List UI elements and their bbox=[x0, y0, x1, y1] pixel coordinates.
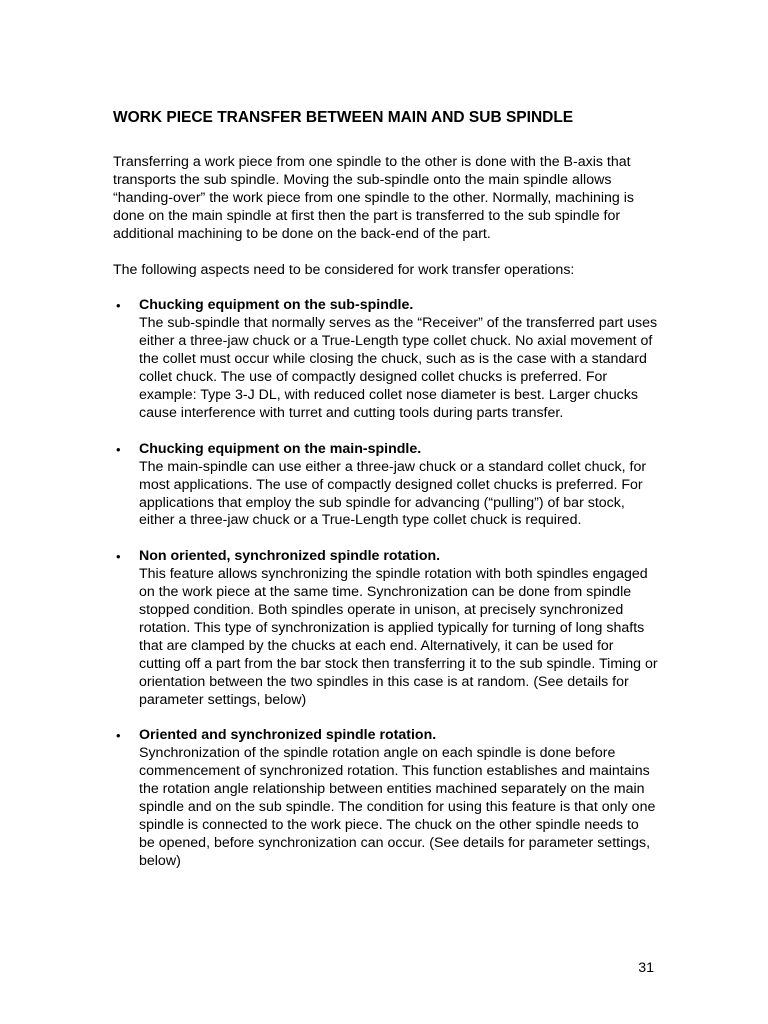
list-item-heading: Chucking equipment on the sub-spindle. bbox=[139, 297, 414, 314]
bullet-icon: • bbox=[116, 441, 121, 457]
list-item bbox=[113, 441, 658, 531]
aspects-list bbox=[113, 297, 658, 870]
list-item bbox=[113, 727, 658, 870]
list-item bbox=[113, 297, 658, 422]
document-page bbox=[113, 108, 658, 889]
bullet-icon: • bbox=[116, 298, 121, 314]
list-item-heading: Chucking equipment on the main-spindle. bbox=[139, 440, 422, 457]
list-item-body: The main-spindle can use either a three-jaw chuck or a standard collet chuck, for most applications. The use of compactly designed collet chucks is preferred. For applications that employ the sub spindle for advancing (“pulling”) of bar stock, either a three-jaw chuck or a True-Length type collet chuck is required. bbox=[139, 458, 647, 529]
list-item bbox=[113, 548, 658, 709]
list-item-body: The sub-spindle that normally serves as the “Receiver” of the transferred part uses either a three-jaw chuck or a True-Length type collet chuck. No axial movement of the collet must occur while closing the chuck, such as is the case with a standard collet chuck. The use of compactly designed collet chucks is preferred. For example: Type 3-J DL, with reduced collet nose diameter is best. Larger chucks cause interference with turret and cutting tools during parts transfer. bbox=[139, 315, 658, 421]
list-item-body: This feature allows synchronizing the spindle rotation with both spindles engaged on the work piece at the same time. Synchronization can be done from spindle stopped condition. Both spindles operate in unison, at precisely synchronized rotation. This type of synchronization is applied typically for turning of long shafts that are clamped by the chucks at each end. Alternatively, it can be used for cutting off a part from the bar stock then transferring it to the sub spindle. Timing or orientation between the two spindles in this case is at random. (See details for parameter settings, below) bbox=[139, 566, 658, 708]
page-number: 31 bbox=[638, 960, 654, 976]
bullet-icon: • bbox=[116, 549, 121, 565]
list-item-body: Synchronization of the spindle rotation angle on each spindle is done before commencement of synchronized rotation. This function establishes and maintains the rotation angle relationship between entities machined separately on the main spindle and on the sub spindle. The condition for using this feature is that only one spindle is connected to the work piece. The chuck on the other spindle needs to be opened, before synchronization can occur. (See details for parameter settings, below) bbox=[139, 745, 656, 869]
lead-in-paragraph: The following aspects need to be considered for work transfer operations: bbox=[113, 261, 575, 278]
intro-paragraph: Transferring a work piece from one spindle to the other is done with the B-axis that transports the sub spindle. Moving the sub-spindle onto the main spindle allows “handing-over” the work piece from one spindle to the other. Normally, machining is done on the main spindle at first then the part is transferred to the sub spindle for additional machining to be done on the back-end of the part. bbox=[113, 154, 634, 242]
list-item-heading: Oriented and synchronized spindle rotation. bbox=[139, 727, 437, 744]
page-title: WORK PIECE TRANSFER BETWEEN MAIN AND SUB SPINDLE bbox=[113, 109, 574, 126]
list-item-heading: Non oriented, synchronized spindle rotation. bbox=[139, 548, 441, 565]
bullet-icon: • bbox=[116, 728, 121, 744]
